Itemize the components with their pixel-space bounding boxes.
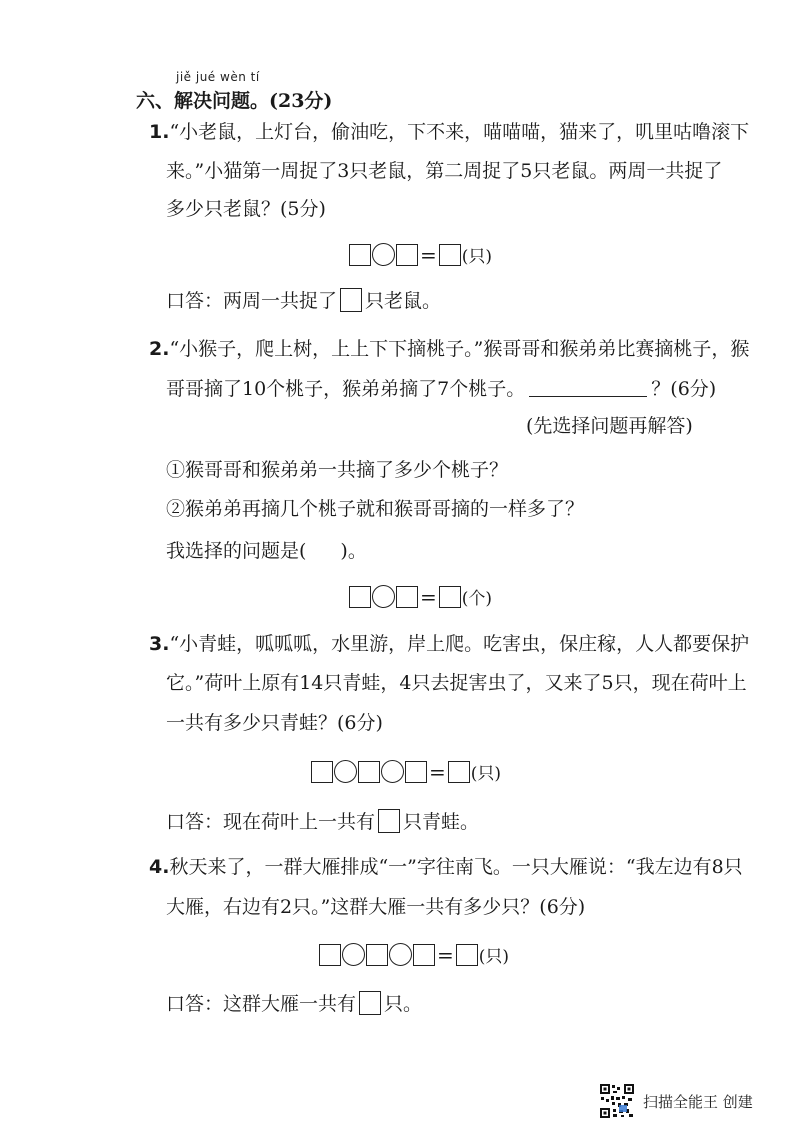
q4-line-1 [149,855,743,879]
q3-answer-box[interactable] [378,809,400,833]
q3-answer-suffix: 只青蛙。 [403,811,480,833]
q3-eq-operator-circle-2[interactable] [381,760,404,783]
q4-text-1: 秋天来了，一群大雁排成“一”字往南飞。一只大雁说：“我左边有8只 [169,856,743,878]
q1-line-2: 来。”小猫第一周捉了3只老鼠，第二周捉了5只老鼠。两周一共捉了 [166,160,723,182]
q3-eq-result-box[interactable] [448,761,470,783]
q1-line-1 [149,120,749,144]
q4-equation [319,942,509,967]
q3-eq-operator-circle-1[interactable] [334,760,357,783]
q3-line-3: 一共有多少只青蛙？(6分) [166,712,383,734]
section-pinyin: jiě jué wèn tí [176,70,260,84]
q1-eq-result-box[interactable] [439,244,461,266]
q2-points: ？(6分) [651,378,717,400]
qr-code-icon [599,1083,635,1119]
q4-eq-box-3[interactable] [413,944,435,966]
q3-eq-equals: = [429,759,446,784]
q3-number: 3. [149,633,170,655]
q2-choice-prefix: 我选择的问题是( [166,540,307,562]
q1-eq-equals: = [420,242,437,267]
q1-eq-operator-circle[interactable] [372,243,395,266]
q4-answer-prefix: 口答：这群大雁一共有 [166,993,357,1015]
q2-option-1: ①猴哥哥和猴弟弟一共摘了多少个桃子？ [166,459,509,481]
q1-answer-suffix: 只老鼠。 [365,290,442,312]
q2-option-2: ②猴弟弟再摘几个桃子就和猴哥哥摘的一样多了？ [166,498,585,520]
q3-equation [311,759,501,784]
q2-choice [166,539,367,563]
q1-answer [166,288,441,313]
q4-eq-operator-circle-2[interactable] [389,943,412,966]
q2-text-2: 哥哥摘了10个桃子，猴弟弟摘了7个桃子。 [166,378,526,400]
q3-text-1: “小青蛙，呱呱呱，水里游，岸上爬。吃害虫，保庄稼，人人都要保护 [169,633,750,655]
q3-line-2: 它。”荷叶上原有14只青蛙，4只去捉害虫了，又来了5只，现在荷叶上 [166,672,747,694]
q1-eq-box-1[interactable] [349,244,371,266]
q2-eq-operator-circle[interactable] [372,585,395,608]
q4-answer-suffix: 只。 [384,993,423,1015]
q2-eq-box-1[interactable] [349,586,371,608]
q2-line-2 [166,377,716,401]
q1-answer-prefix: 口答：两周一共捉了 [166,290,338,312]
q2-eq-unit: (个) [461,589,493,609]
scanner-watermark [599,1083,753,1119]
q4-eq-result-box[interactable] [456,944,478,966]
q1-equation [349,242,492,267]
q2-text-1: “小猴子，爬上树，上上下下摘桃子。”猴哥哥和猴弟弟比赛摘桃子，猴 [169,338,750,360]
q2-eq-equals: = [420,584,437,609]
q2-note: (先选择问题再解答) [526,415,693,437]
q1-number: 1. [149,121,170,143]
q2-question-blank[interactable] [529,378,647,397]
q4-eq-equals: = [437,942,454,967]
q3-eq-unit: (只) [470,764,502,784]
q4-line-2: 大雁，右边有2只。”这群大雁一共有多少只？(6分) [166,896,586,918]
q2-eq-box-2[interactable] [396,586,418,608]
q1-line-3: 多少只老鼠？(5分) [166,198,326,220]
q4-eq-box-2[interactable] [366,944,388,966]
q4-answer-box[interactable] [359,991,381,1015]
q4-answer [166,991,422,1016]
q1-eq-box-2[interactable] [396,244,418,266]
q3-eq-box-3[interactable] [405,761,427,783]
q2-number: 2. [149,338,170,360]
q3-line-1 [149,632,749,656]
q1-text-1: “小老鼠，上灯台，偷油吃，下不来，喵喵喵，猫来了，叽里咕噜滚下 [169,121,750,143]
q4-eq-box-1[interactable] [319,944,341,966]
q1-answer-box[interactable] [340,288,362,312]
q3-eq-box-2[interactable] [358,761,380,783]
q2-choice-suffix: )。 [340,540,367,562]
q2-equation [349,584,492,609]
watermark-text: 扫描全能王 创建 [643,1092,753,1111]
section-title: 六、解决问题。(23分) [136,90,333,112]
q2-line-1 [149,337,749,361]
q1-eq-unit: (只) [461,247,493,267]
q2-eq-result-box[interactable] [439,586,461,608]
q4-number: 4. [149,856,170,878]
q3-eq-box-1[interactable] [311,761,333,783]
q4-eq-unit: (只) [478,947,510,967]
q3-answer [166,809,479,834]
q3-answer-prefix: 口答：现在荷叶上一共有 [166,811,376,833]
q4-eq-operator-circle-1[interactable] [342,943,365,966]
